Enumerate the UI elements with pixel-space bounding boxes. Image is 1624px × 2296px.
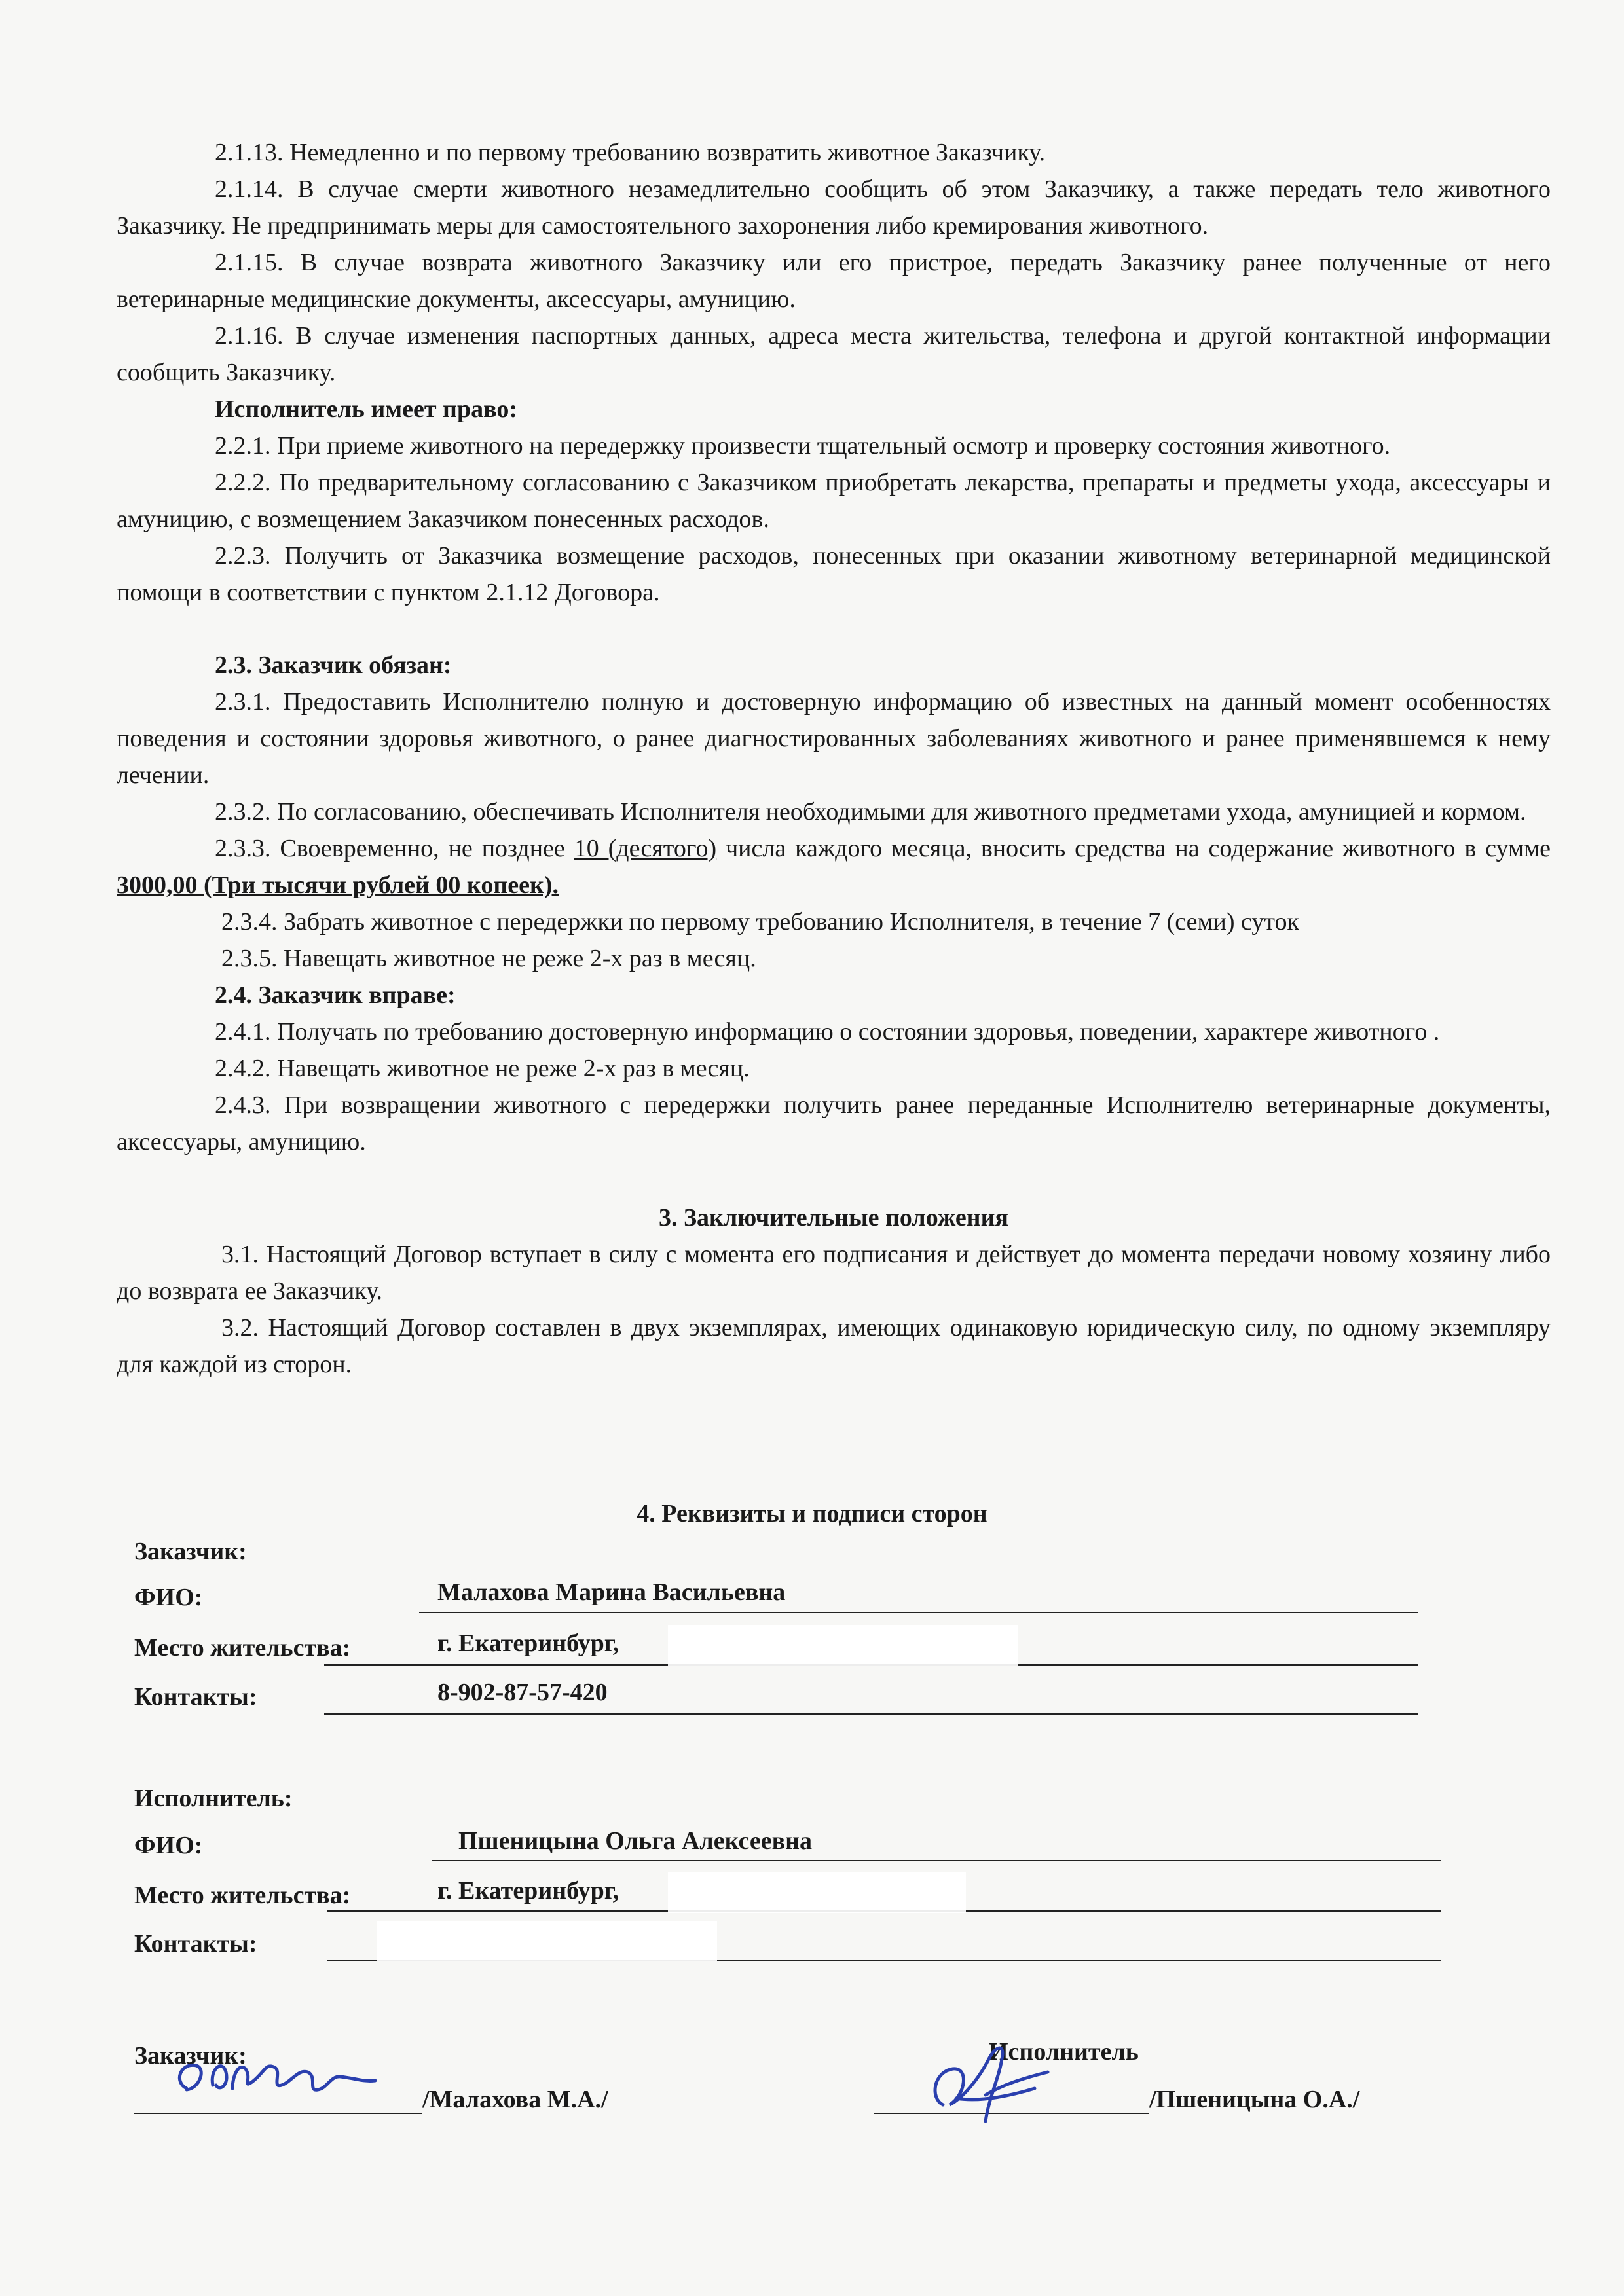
clause-2-3-5: 2.3.5. Навещать животное не реже 2-х раз в месяц. bbox=[221, 945, 756, 972]
customer-fio-line bbox=[419, 1612, 1418, 1613]
clause-2-2-1: 2.2.1. При приеме животного на передержку произвести тщательный осмотр и проверку состояния животного. bbox=[215, 432, 1391, 460]
customer-contacts-label: Контакты: bbox=[134, 1683, 257, 1711]
spacer bbox=[117, 1160, 1551, 1199]
clause-2-3-2: 2.3.2. По согласованию, обеспечивать Исполнителя необходимыми для животного предметами ухода, амуницией и кормом. bbox=[215, 798, 1526, 826]
customer-fio-value: Малахова Марина Васильевна bbox=[437, 1578, 786, 1606]
customer-rights-heading: 2.4. Заказчик вправе: bbox=[215, 981, 456, 1009]
customer-address-value: г. Екатеринбург, bbox=[437, 1630, 619, 1657]
contract-body bbox=[117, 134, 1551, 1383]
clause-2-2-2: 2.2.2. По предварительному согласованию с Заказчиком приобретать лекарства, препараты и предметы ухода, аксессуары и амуницию, с возмещением Заказчиком понесенных расходов. bbox=[117, 469, 1551, 533]
clause-2-3-3-before: 2.3.3. Своевременно, не позднее bbox=[215, 835, 574, 862]
signature-customer-name: /Малахова М.А./ bbox=[422, 2086, 608, 2113]
section-3-title: 3. Заключительные положения bbox=[658, 1204, 1009, 1231]
signature-executor-label: Исполнитель bbox=[989, 2038, 1139, 2066]
redacted-address bbox=[668, 1625, 1018, 1666]
executor-address-value: г. Екатеринбург, bbox=[437, 1877, 619, 1904]
clause-2-1-13: 2.1.13. Немедленно и по первому требованию возвратить животное Заказчику. bbox=[215, 139, 1045, 166]
customer-contacts-line bbox=[324, 1713, 1418, 1715]
executor-contacts-label: Контакты: bbox=[134, 1930, 257, 1958]
clause-2-4-3: 2.4.3. При возвращении животного с передержки получить ранее переданные Исполнителю ветеринарные документы, аксессуары, амуницию. bbox=[117, 1091, 1551, 1156]
executor-fio-line bbox=[432, 1860, 1441, 1861]
redacted-address bbox=[668, 1872, 966, 1913]
clause-2-3-3-middle: числа каждого месяца, вносить средства на содержание животного в сумме bbox=[716, 835, 1551, 862]
clause-2-1-16: 2.1.16. В случае изменения паспортных данных, адреса места жительства, телефона и другой контактной информации сообщить Заказчику. bbox=[117, 322, 1551, 386]
executor-fio-label: ФИО: bbox=[134, 1832, 203, 1859]
clause-2-1-14: 2.1.14. В случае смерти животного незамедлительно сообщить об этом Заказчику, а также передать тело животного Заказчику. Не предпринимать меры для самостоятельного захоронения либо кремирования животного. bbox=[117, 175, 1551, 240]
executor-address-label: Место жительства: bbox=[134, 1882, 351, 1909]
clause-2-4-2: 2.4.2. Навещать животное не реже 2-х раз в месяц. bbox=[215, 1055, 750, 1082]
executor-fio-value: Пшеницына Ольга Алексеевна bbox=[458, 1827, 813, 1855]
spacer bbox=[117, 611, 1551, 647]
customer-address-label: Место жительства: bbox=[134, 1634, 351, 1662]
clause-2-3-1: 2.3.1. Предоставить Исполнителю полную и достоверную информацию об известных на данный момент особенностях поведения и состоянии здоровья животного, о ранее диагностированных заболеваниях животного и ранее применявшемся к нему лечении. bbox=[117, 688, 1551, 789]
customer-heading: Заказчик: bbox=[134, 1538, 247, 1565]
clause-3-1: 3.1. Настоящий Договор вступает в силу с момента его подписания и действует до момента передачи новому хозяину либо до возврата ее Заказчику. bbox=[117, 1241, 1551, 1305]
customer-obliged-heading: 2.3. Заказчик обязан: bbox=[215, 651, 452, 679]
signature-customer-label: Заказчик: bbox=[134, 2042, 247, 2069]
clause-2-3-4: 2.3.4. Забрать животное с передержки по первому требованию Исполнителя, в течение 7 (семи) суток bbox=[221, 908, 1299, 936]
signature-executor-name: /Пшеницына О.А./ bbox=[1149, 2086, 1360, 2113]
section-4-title: 4. Реквизиты и подписи сторон bbox=[637, 1500, 987, 1527]
clause-2-1-15: 2.1.15. В случае возврата животного Заказчику или его пристрое, передать Заказчику ранее полученные от него ветеринарные медицинские документы, аксессуары, амуницию. bbox=[117, 249, 1551, 313]
customer-contacts-value: 8-902-87-57-420 bbox=[437, 1679, 608, 1706]
clause-2-4-1: 2.4.1. Получать по требованию достоверную информацию о состоянии здоровья, поведении, характере животного . bbox=[215, 1018, 1440, 1046]
redacted-contacts bbox=[377, 1921, 717, 1961]
clause-3-2: 3.2. Настоящий Договор составлен в двух экземплярах, имеющих одинаковую юридическую силу, по одному экземпляру для каждой из сторон. bbox=[117, 1314, 1551, 1378]
executor-rights-heading: Исполнитель имеет право: bbox=[215, 395, 517, 423]
customer-fio-label: ФИО: bbox=[134, 1584, 203, 1611]
payment-deadline: 10 (десятого) bbox=[574, 835, 717, 862]
customer-signature bbox=[167, 2043, 383, 2115]
executor-heading: Исполнитель: bbox=[134, 1785, 293, 1812]
clause-2-3-3 bbox=[117, 830, 1551, 903]
payment-amount: 3000,00 (Три тысячи рублей 00 копеек). bbox=[117, 871, 559, 899]
clause-2-2-3: 2.2.3. Получить от Заказчика возмещение расходов, понесенных при оказании животному ветеринарной медицинской помощи в соответствии с пунктом 2.1.12 Договора. bbox=[117, 542, 1551, 606]
executor-signature bbox=[917, 2033, 1067, 2131]
